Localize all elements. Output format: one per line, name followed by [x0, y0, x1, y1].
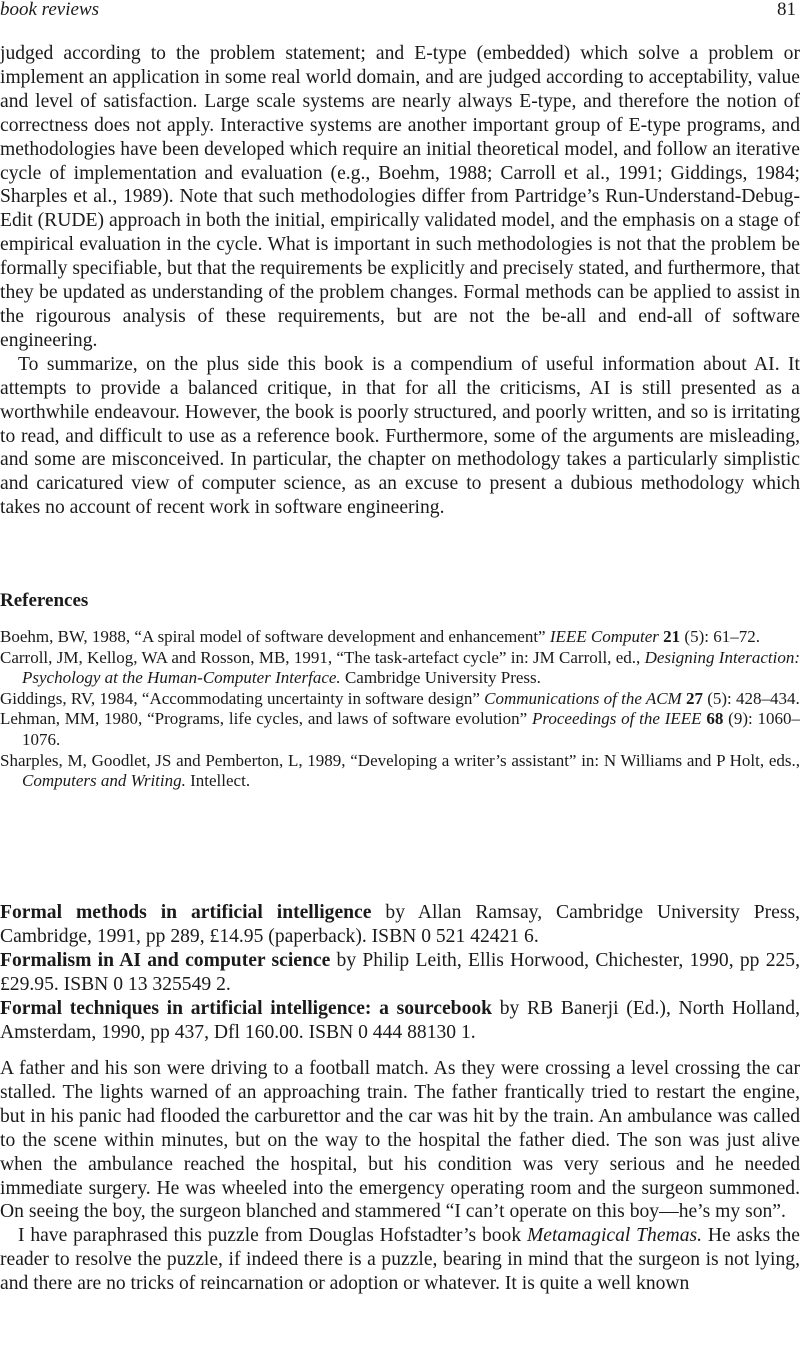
reference-item: Carroll, JM, Kellog, WA and Rosson, MB, 1991, “The task-artefact cycle” in: JM Carroll, ed., Designing Interaction: Psychology at the Human-Computer Interface. Cambridge University Press.	[0, 647, 800, 688]
reference-volume: 21	[658, 627, 681, 646]
review-one-body	[0, 42, 800, 520]
review-two-paragraph-1: A father and his son were driving to a football match. As they were crossing a level crossing the car stalled. The lights warned of an approaching train. The father frantically tried to restart the engine, but in his panic had flooded the carburettor and the car was hit by the train. An ambulance was called to the scene within minutes, but on the way to the hospital the father died. The son was just alive when the ambulance reached the hospital, but his condition was very serious and he needed immediate surgery. He was wheeled into the emergency operating room and the surgeon summoned. On seeing the boy, the surgeon blanched and stammered “I can’t operate on this boy—he’s my son”.	[0, 1058, 800, 1223]
reference-item: Boehm, BW, 1988, “A spiral model of software development and enhancement” IEEE Computer 21 (5): 61–72.	[0, 627, 760, 646]
review-one-paragraph-2: To summarize, on the plus side this book is a compendium of useful information about AI. It attempts to provide a balanced critique, in that for all the criticisms, AI is still presented as a worthwhile endeavour. However, the book is poorly structured, and poorly written, and so is irritating to read, and difficult to use as a reference book. Furthermore, some of the arguments are misleading, and some are misconceived. In particular, the chapter on methodology takes a particularly simplistic and caricatured view of computer science, as an excuse to present a dubious methodology which takes no account of recent work in software engineering.	[0, 353, 800, 519]
reference-item: Lehman, MM, 1980, “Programs, life cycles, and laws of software evolution” Proceedings of the IEEE 68 (9): 1060–1076.	[0, 709, 800, 749]
reference-source: Computers and Writing.	[22, 771, 186, 791]
books-reviewed	[0, 901, 800, 1044]
running-head	[0, 0, 800, 24]
book-entry	[0, 997, 800, 1045]
reference-source: Communications of the ACM	[484, 688, 682, 708]
review-two-paragraph-2: I have paraphrased this puzzle from Douglas Hofstadter’s book Metamagical Themas. He asks the reader to resolve the puzzle, if indeed there is a puzzle, bearing in mind that the surgeon is not lying, and there are no tricks of reincarnation or adoption or whatever. It is quite a well known	[0, 1225, 800, 1295]
book-title: Formal methods in artificial intelligence	[0, 902, 372, 923]
book-details: by Allan Ramsay, Cambridge University Press, Cambridge, 1991, pp 289, £14.95 (paperback). ISBN 0 521 42421 6.	[0, 902, 800, 947]
page-number: 81	[777, 0, 796, 20]
reference-source: Designing Interaction: Psychology at the Human-Computer Interface.	[22, 647, 800, 688]
book-details: by RB Banerji (Ed.), North Holland, Amsterdam, 1990, pp 437, Dfl 160.00. ISBN 0 444 88130 1.	[0, 997, 800, 1043]
references-heading: References	[0, 590, 89, 611]
book-title-inline: Metamagical Themas.	[526, 1225, 703, 1247]
reference-item: Giddings, RV, 1984, “Accommodating uncertainty in software design” Communications of the ACM 27 (5): 428–434.	[0, 688, 800, 708]
references-list	[0, 627, 800, 792]
book-title: Formalism in AI and computer science	[0, 949, 331, 971]
book-details: by Philip Leith, Ellis Horwood, Chichester, 1990, pp 225, £29.95. ISBN 0 13 325549 2.	[0, 949, 800, 995]
book-entry	[0, 901, 800, 949]
reference-volume: 68	[701, 709, 724, 729]
review-one-paragraph-1: judged according to the problem statement; and E-type (embedded) which solve a problem or implement an application in some real world domain, and are judged according to acceptability, value and level of satisfaction. Large scale systems are nearly always E-type, and therefore the notion of correctness does not apply. Interactive systems are another important group of E-type programs, and methodologies have been developed which require an initial theoretical model, and follow an iterative cycle of implementation and evaluation (e.g., Boehm, 1988; Carroll et al., 1991; Giddings, 1984; Sharples et al., 1989). Note that such methodologies differ from Partridge’s Run-Understand-Debug-Edit (RUDE) approach in both the initial, empirically validated model, and the emphasis on a stage of empirical evaluation in the cycle. What is important in such methodologies is not that the problem be formally specifiable, but that the requirements be explicitly and precisely stated, and furthermore, that they be updated as understanding of the problem changes. Formal methods can be applied to assist in the rigourous analysis of these requirements, but are not the be-all and end-all of software engineering.	[0, 43, 800, 351]
book-entry	[0, 949, 800, 997]
book-title: Formal techniques in artificial intelligence: a sourcebook	[0, 997, 493, 1019]
reference-volume: 27	[681, 688, 703, 708]
review-two-body	[0, 1057, 800, 1296]
reference-source: Proceedings of the IEEE	[532, 709, 702, 729]
running-head-section: book reviews	[0, 0, 100, 20]
reference-item: Sharples, M, Goodlet, JS and Pemberton, L, 1989, “Developing a writer’s assistant” in: N Williams and P Holt, eds., Computers and Writing. Intellect.	[0, 750, 800, 791]
reference-source: IEEE Computer	[549, 627, 659, 646]
